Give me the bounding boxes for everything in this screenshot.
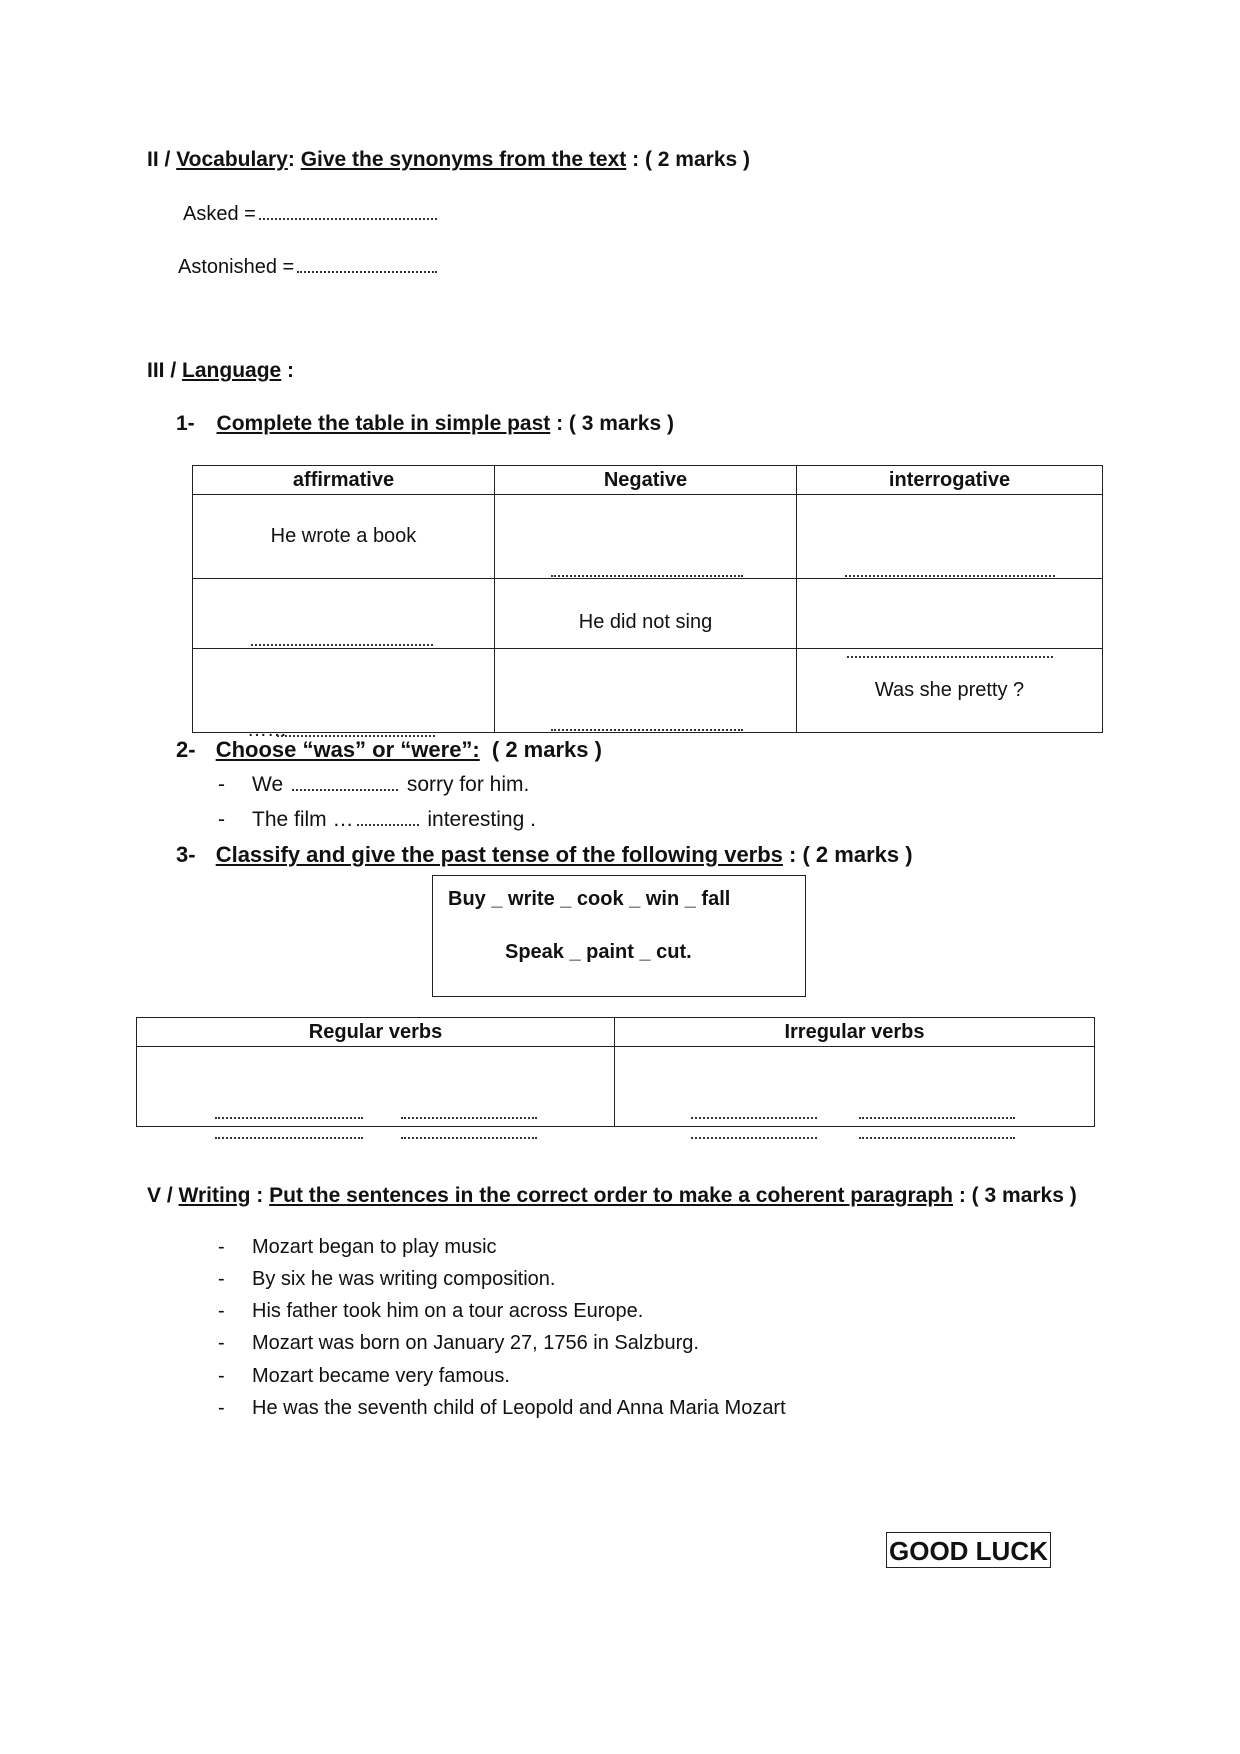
bullet-dash: - bbox=[218, 1236, 225, 1258]
section-number: III / bbox=[147, 359, 177, 382]
answer-blank[interactable] bbox=[259, 204, 437, 220]
header-interrogative: interrogative bbox=[797, 466, 1103, 495]
bullet-dash: - bbox=[218, 773, 225, 796]
bullet-dash: - bbox=[218, 1268, 225, 1290]
section-number: V / bbox=[147, 1184, 173, 1207]
list-item bbox=[218, 1236, 497, 1259]
cell-text: …… bbox=[247, 718, 287, 741]
writing-heading bbox=[147, 1184, 1077, 1208]
vocabulary-heading bbox=[147, 148, 750, 172]
question-instruction: Choose “was” or “were”: bbox=[215, 737, 480, 762]
cell-text: He wrote a book bbox=[270, 525, 417, 547]
table-header-row bbox=[137, 1018, 1095, 1047]
table-cell bbox=[193, 649, 495, 741]
question-marks: ( 2 marks ) bbox=[491, 737, 602, 762]
sentence: Mozart was born on January 27, 1756 in Salzburg. bbox=[252, 1332, 699, 1354]
section-number: II / bbox=[147, 148, 171, 171]
question-number: 1- bbox=[176, 412, 195, 435]
sentence: He was the seventh child of Leopold and Anna Maria Mozart bbox=[252, 1397, 786, 1419]
synonym-item-asked bbox=[183, 203, 440, 226]
answer-blank[interactable] bbox=[357, 810, 419, 826]
sentence: Mozart began to play music bbox=[252, 1236, 497, 1258]
table-cell bbox=[495, 579, 797, 649]
colon: : bbox=[287, 148, 295, 171]
list-item bbox=[218, 1268, 556, 1291]
sentence: By six he was writing composition. bbox=[252, 1268, 556, 1290]
verbs-classification-table bbox=[136, 1017, 1095, 1127]
table-row bbox=[137, 1047, 1095, 1127]
instruction: Give the synonyms from the text bbox=[300, 148, 627, 171]
table-header-row bbox=[193, 466, 1103, 495]
question-instruction: Complete the table in simple past bbox=[216, 412, 551, 435]
sentence-start: We bbox=[252, 773, 284, 796]
table-cell bbox=[193, 495, 495, 579]
cell-text: Was she pretty ? bbox=[874, 679, 1025, 701]
synonym-item-astonished bbox=[178, 256, 440, 279]
question-number: 2- bbox=[176, 737, 196, 762]
header-affirmative: affirmative bbox=[193, 466, 495, 495]
answer-blank[interactable] bbox=[401, 1117, 537, 1119]
question-number: 3- bbox=[176, 842, 196, 867]
good-luck-box: GOOD LUCK bbox=[886, 1532, 1051, 1568]
section-title: Vocabulary bbox=[176, 148, 288, 171]
header-regular-verbs: Regular verbs bbox=[137, 1018, 615, 1047]
language-heading bbox=[147, 359, 294, 383]
list-item bbox=[218, 1365, 510, 1388]
synonym-label: Asked = bbox=[183, 203, 256, 225]
table-cell bbox=[495, 649, 797, 733]
answer-blank[interactable] bbox=[251, 644, 433, 646]
table-cell bbox=[615, 1047, 1095, 1127]
bullet-dash: - bbox=[218, 1332, 225, 1354]
table-row bbox=[193, 649, 1103, 733]
bullet-dash: - bbox=[218, 1397, 225, 1419]
question-3 bbox=[176, 842, 913, 868]
bullet-dash: - bbox=[218, 1365, 225, 1387]
marks: : ( 3 marks ) bbox=[958, 1184, 1077, 1207]
synonym-label: Astonished = bbox=[178, 256, 295, 278]
answer-blank[interactable] bbox=[859, 1137, 1015, 1139]
bullet-dash: - bbox=[218, 808, 225, 831]
question-1 bbox=[176, 412, 674, 436]
answer-blank[interactable] bbox=[551, 575, 743, 577]
answer-blank[interactable] bbox=[845, 575, 1055, 577]
answer-blank[interactable] bbox=[215, 1117, 363, 1119]
verbs-box bbox=[432, 875, 806, 997]
table-cell bbox=[137, 1047, 615, 1127]
header-irregular-verbs: Irregular verbs bbox=[615, 1018, 1095, 1047]
table-cell bbox=[193, 579, 495, 649]
table-cell bbox=[797, 495, 1103, 579]
table-row bbox=[193, 579, 1103, 649]
table-cell bbox=[797, 649, 1103, 733]
table-cell bbox=[495, 495, 797, 579]
question-instruction: Classify and give the past tense of the following verbs bbox=[215, 842, 783, 867]
sentence-start: The film … bbox=[252, 808, 354, 831]
sentence: Mozart became very famous. bbox=[252, 1365, 510, 1387]
colon: : bbox=[250, 1184, 264, 1207]
answer-blank[interactable] bbox=[297, 257, 437, 273]
list-item bbox=[218, 773, 530, 797]
list-item bbox=[218, 1300, 644, 1323]
colon: : bbox=[281, 359, 295, 382]
header-negative: Negative bbox=[495, 466, 797, 495]
question-marks: : ( 2 marks ) bbox=[789, 842, 913, 867]
table-cell bbox=[797, 579, 1103, 649]
list-item bbox=[218, 1397, 786, 1420]
answer-blank[interactable] bbox=[292, 775, 398, 791]
bullet-dash: - bbox=[218, 1300, 225, 1322]
table-row bbox=[193, 495, 1103, 579]
cell-text: He did not sing bbox=[578, 611, 713, 633]
sentence-end: interesting . bbox=[427, 808, 536, 831]
answer-blank[interactable] bbox=[691, 1137, 817, 1139]
marks: : ( 2 marks ) bbox=[632, 148, 751, 171]
question-2 bbox=[176, 737, 602, 763]
verbs-line: Speak _ paint _ cut. bbox=[505, 941, 692, 963]
sentence: His father took him on a tour across Europe. bbox=[252, 1300, 644, 1322]
answer-blank[interactable] bbox=[847, 656, 1053, 658]
simple-past-table bbox=[192, 465, 1103, 741]
list-item bbox=[218, 808, 536, 832]
list-item bbox=[218, 1332, 699, 1355]
verbs-line: Buy _ write _ cook _ win _ fall bbox=[448, 888, 731, 910]
instruction: Put the sentences in the correct order to make a coherent paragraph bbox=[269, 1184, 954, 1207]
section-title: Writing bbox=[178, 1184, 251, 1207]
sentence-end: sorry for him. bbox=[406, 773, 530, 796]
section-title: Language bbox=[182, 359, 282, 382]
question-marks: : ( 3 marks ) bbox=[556, 412, 674, 435]
answer-blank[interactable] bbox=[401, 1137, 537, 1139]
answer-blank[interactable] bbox=[215, 1137, 363, 1139]
answer-blank[interactable] bbox=[859, 1117, 1015, 1119]
answer-blank[interactable] bbox=[691, 1117, 817, 1119]
answer-blank[interactable] bbox=[551, 729, 743, 731]
